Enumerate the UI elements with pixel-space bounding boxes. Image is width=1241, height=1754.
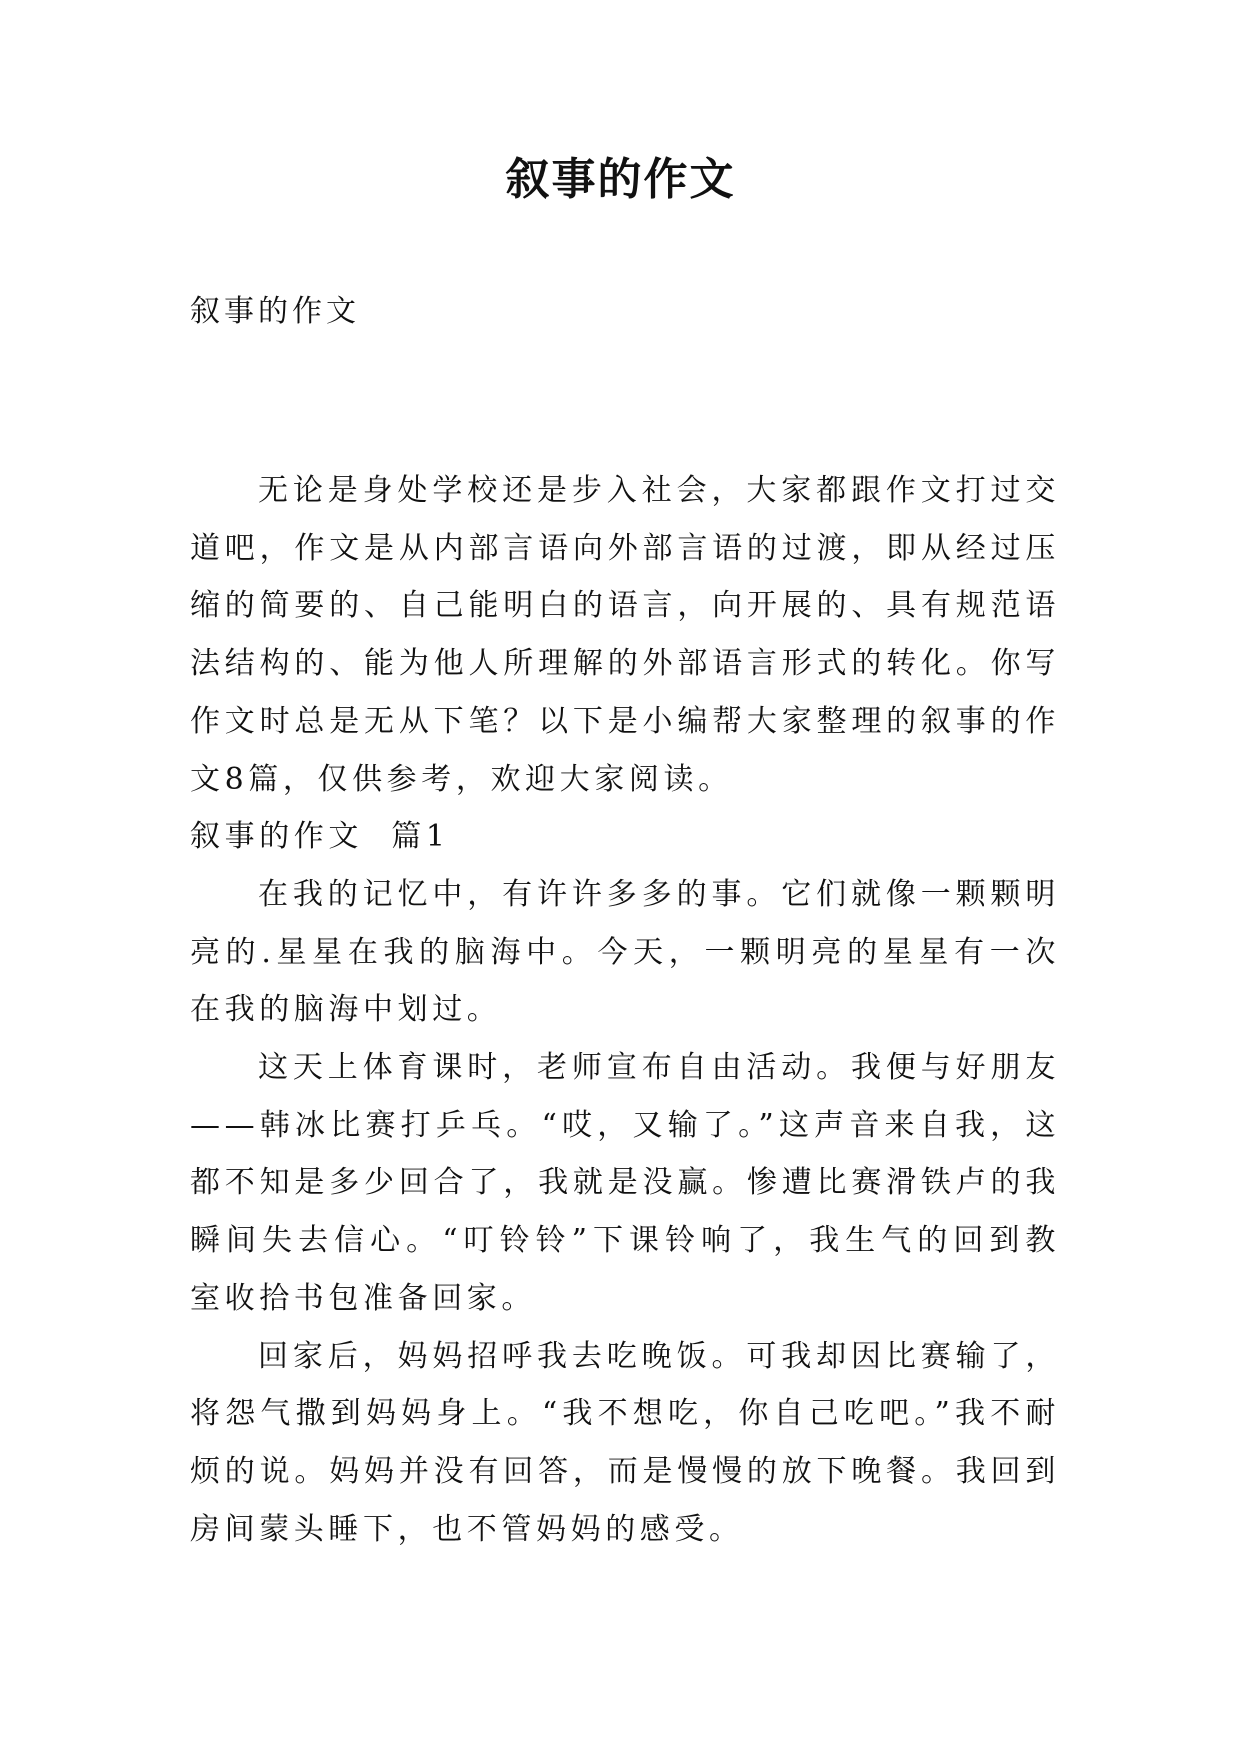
section-heading: 叙事的作文 篇1 [190, 819, 450, 855]
document-body [190, 462, 1060, 1558]
body-paragraph: 回家后，妈妈招呼我去吃晚饭。可我却因比赛输了，将怨气撒到妈妈身上。“我不想吃，你自己吃吧。”我不耐烦的说。妈妈并没有回答，而是慢慢的放下晚餐。我回到房间蒙头睡下，也不管妈妈的感受。 [190, 1338, 1060, 1547]
document-title: 叙事的作文 [505, 154, 736, 205]
body-paragraph: 在我的记忆中，有许许多多的事。它们就像一颗颗明亮的.星星在我的脑海中。今天，一颗明亮的星星有一次在我的脑海中划过。 [190, 876, 1060, 1028]
intro-paragraph: 无论是身处学校还是步入社会，大家都跟作文打过交道吧，作文是从内部言语向外部言语的过渡，即从经过压缩的简要的、自己能明白的语言，向开展的、具有规范语法结构的、能为他人所理解的外部语言形式的转化。你写作文时总是无从下笔？以下是小编帮大家整理的叙事的作文8篇，仅供参考，欢迎大家阅读。 [190, 473, 1060, 797]
body-paragraph: 这天上体育课时，老师宣布自由活动。我便与好朋友——韩冰比赛打乒乓。“哎，又输了。”这声音来自我，这都不知是多少回合了，我就是没赢。惨遭比赛滑铁卢的我瞬间失去信心。“叮铃铃”下课铃响了，我生气的回到教室收拾书包准备回家。 [190, 1050, 1060, 1316]
document-subtitle: 叙事的作文 [190, 294, 360, 329]
